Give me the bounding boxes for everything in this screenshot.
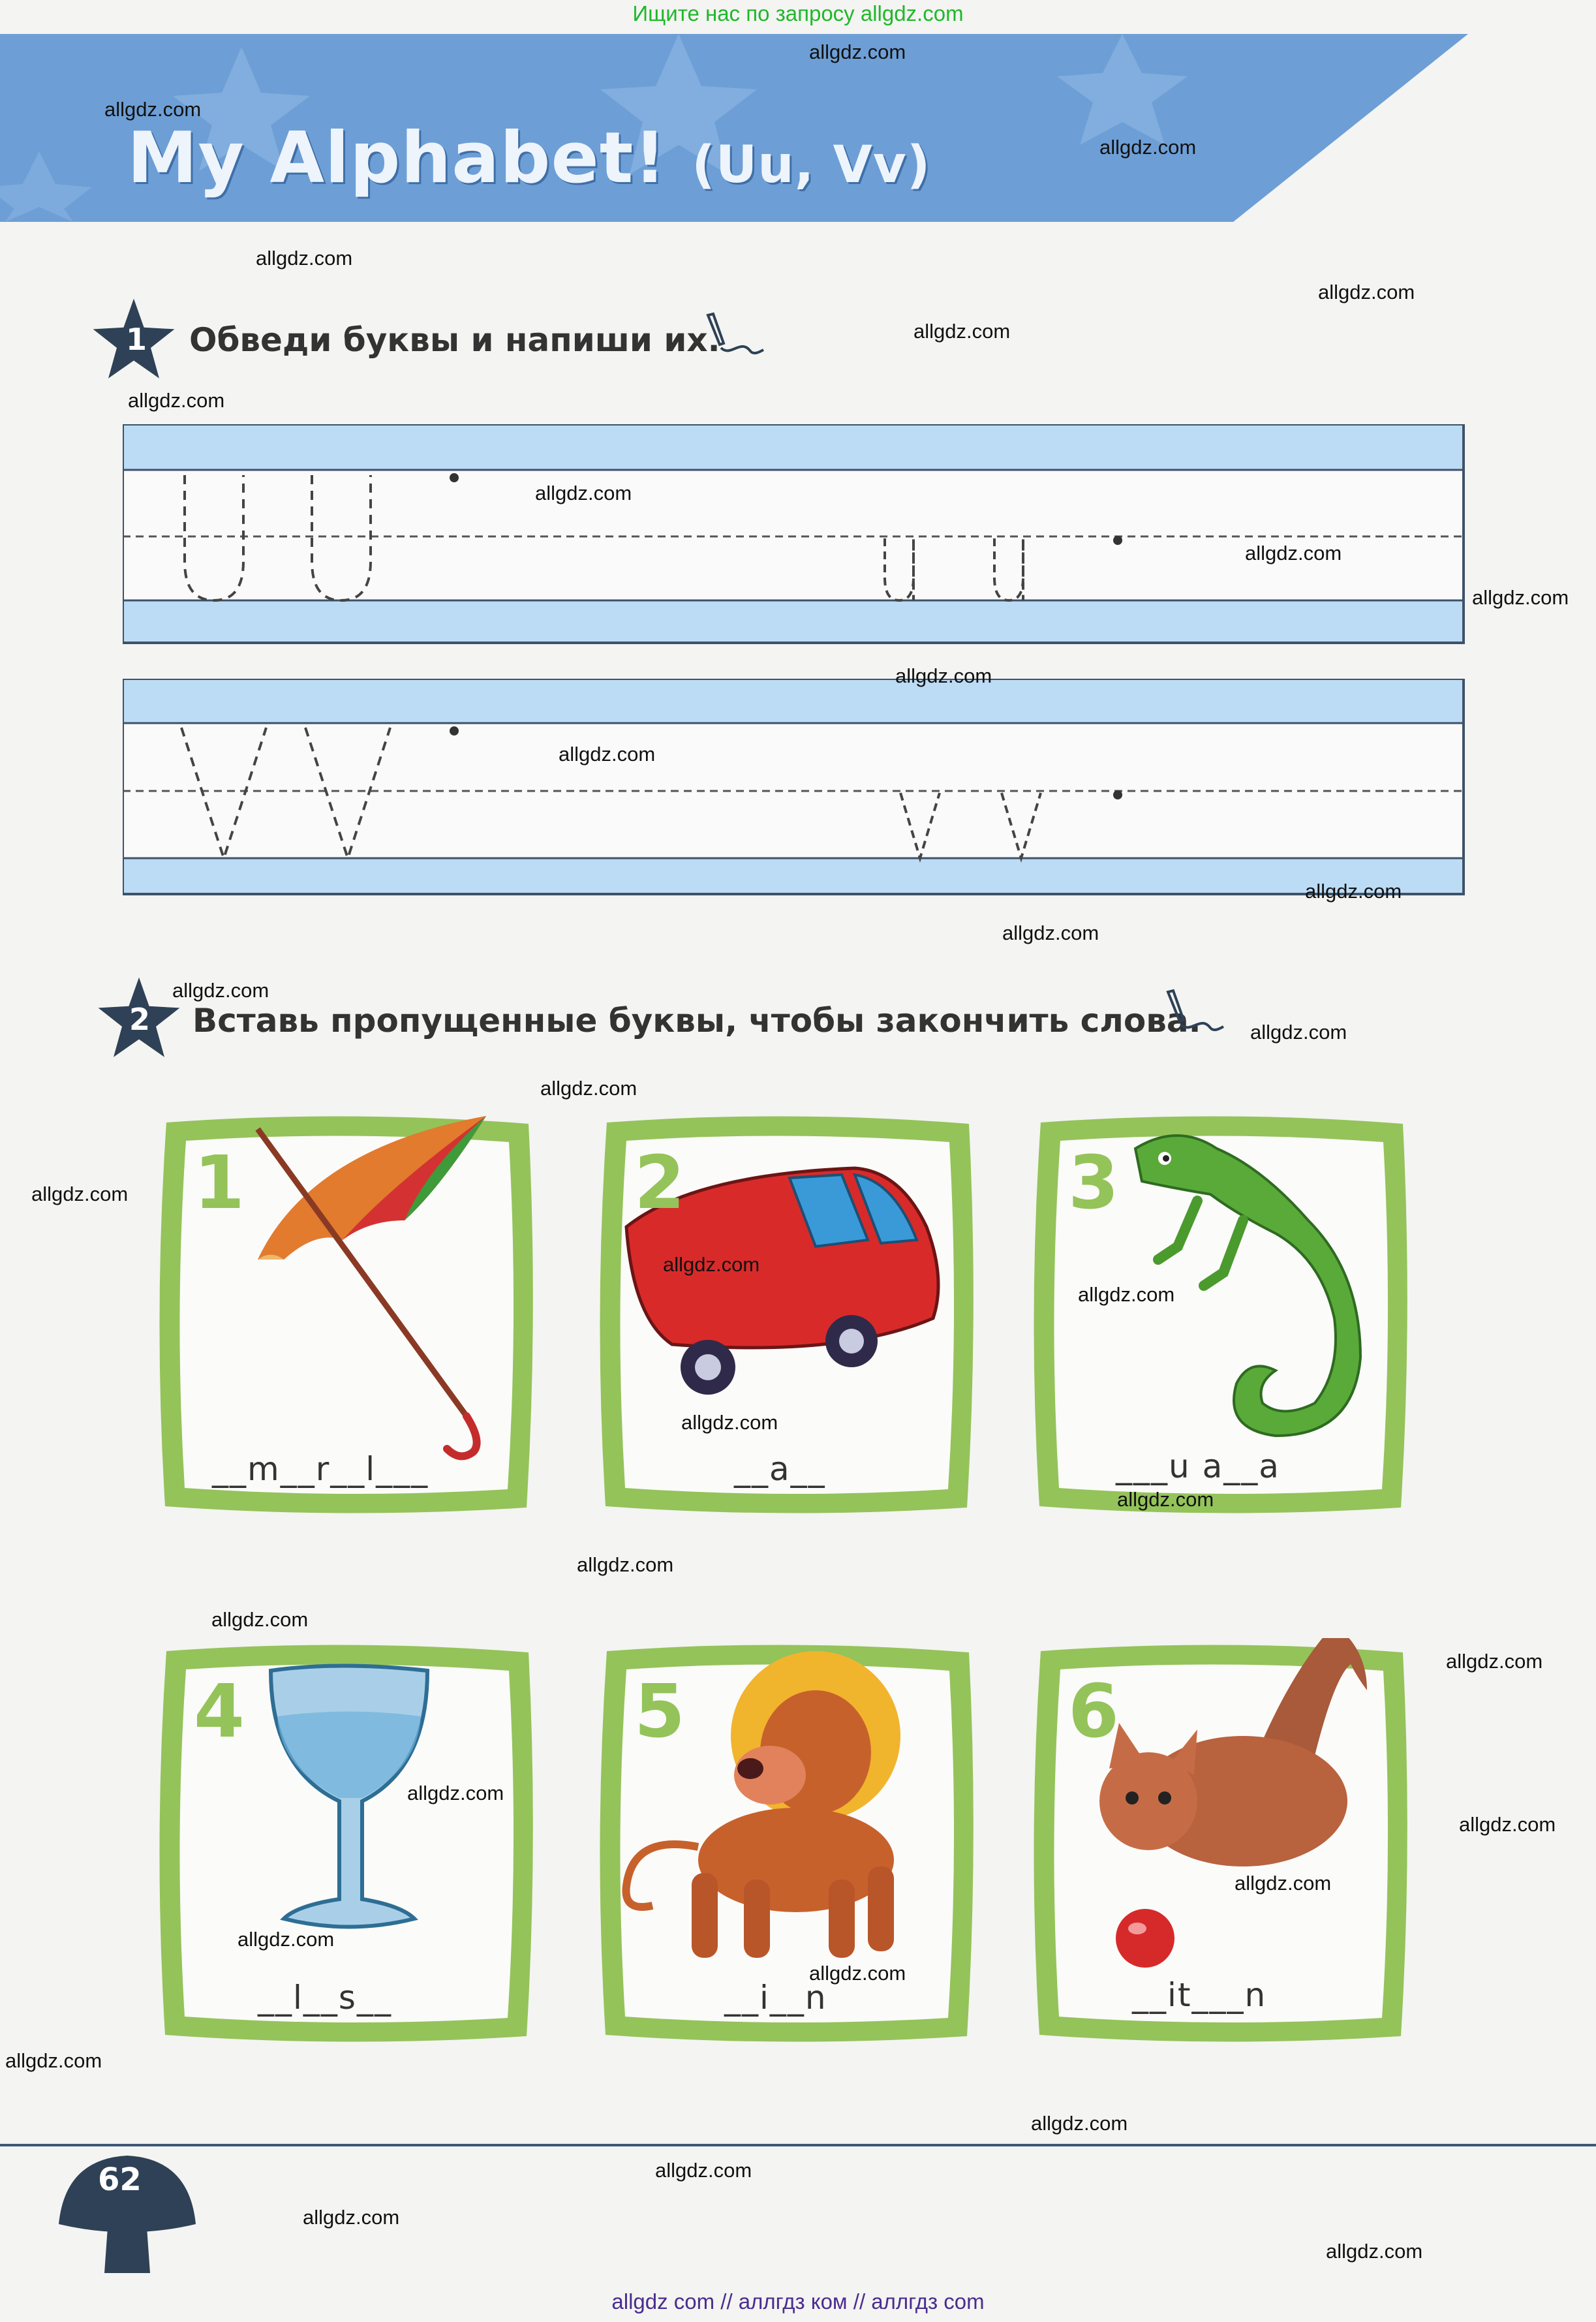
watermark: allgdz.com	[1031, 2112, 1128, 2135]
watermark: allgdz.com	[1326, 2240, 1423, 2263]
watermark: allgdz.com	[1078, 1283, 1175, 1306]
watermark: allgdz.com	[895, 664, 992, 687]
watermark: allgdz.com	[1245, 542, 1342, 565]
watermark: allgdz.com	[31, 1183, 129, 1205]
watermark: allgdz.com	[1002, 921, 1099, 944]
watermark: allgdz.com	[1117, 1488, 1214, 1511]
watermark: allgdz.com	[5, 2049, 102, 2072]
bottom-note: allgdz com // аллгдз ком // аллгдз com	[611, 2289, 985, 2314]
footer-rule	[0, 2144, 1596, 2146]
top-note: Ищите нас по запросу allgdz.com	[632, 1, 964, 25]
exercise2-instruction: Вставь пропущенные буквы, чтобы закончить слова.	[192, 1002, 1201, 1040]
word-card-iguana	[1028, 1109, 1413, 1521]
watermark: allgdz.com	[1099, 136, 1197, 159]
page-number: 62	[98, 2161, 142, 2198]
exercise1-number: 1	[126, 322, 147, 357]
watermark: allgdz.com	[809, 40, 906, 63]
watermark: allgdz.com	[172, 979, 269, 1002]
watermark: allgdz.com	[809, 1962, 906, 1985]
writing-lines-u	[123, 424, 1467, 646]
title-sub: (Uu, Vv)	[692, 136, 931, 194]
watermark: allgdz.com	[577, 1553, 674, 1576]
watermark: allgdz.com	[663, 1253, 760, 1276]
watermark: allgdz.com	[1235, 1872, 1332, 1895]
word-card-vase	[153, 1638, 538, 2049]
card-number: 3	[1068, 1141, 1119, 1226]
card-number: 6	[1068, 1669, 1119, 1754]
watermark: allgdz.com	[913, 320, 1011, 343]
exercise1-instruction: Обведи буквы и напиши их.	[189, 321, 720, 359]
watermark: allgdz.com	[559, 743, 656, 766]
word-card-van	[594, 1109, 979, 1521]
card-word: __a__	[734, 1450, 826, 1488]
watermark: allgdz.com	[238, 1928, 335, 1951]
watermark: allgdz.com	[681, 1411, 778, 1434]
watermark: allgdz.com	[535, 482, 632, 504]
card-number: 1	[194, 1141, 245, 1226]
word-card-lion	[594, 1638, 979, 2049]
watermark: allgdz.com	[1318, 281, 1415, 303]
watermark: allgdz.com	[211, 1608, 309, 1631]
title-main: My Alphabet!	[127, 117, 667, 199]
card-word: __m__r__l___	[212, 1450, 429, 1488]
watermark: allgdz.com	[655, 2159, 752, 2182]
watermark: allgdz.com	[128, 389, 225, 412]
watermark: allgdz.com	[303, 2206, 400, 2229]
card-word: __i__n	[724, 1979, 827, 2017]
card-number: 4	[194, 1669, 245, 1754]
card-number: 5	[634, 1669, 685, 1754]
card-word: ___u a__a	[1116, 1447, 1280, 1485]
watermark: allgdz.com	[1459, 1813, 1556, 1836]
pen-icon	[1161, 989, 1227, 1041]
word-card-umbrella	[153, 1109, 538, 1521]
page-title	[127, 117, 930, 199]
word-card-kitten	[1028, 1638, 1413, 2049]
pen-icon	[701, 312, 767, 364]
card-word: __l__s__	[258, 1979, 392, 2017]
exercise2-number: 2	[129, 1002, 151, 1037]
watermark: allgdz.com	[256, 247, 353, 270]
watermark: allgdz.com	[104, 98, 202, 121]
writing-lines-v	[123, 679, 1467, 897]
watermark: allgdz.com	[1472, 586, 1569, 609]
card-number: 2	[634, 1141, 685, 1226]
watermark: allgdz.com	[1446, 1650, 1543, 1673]
watermark: allgdz.com	[540, 1077, 637, 1100]
card-word: __it___n	[1132, 1976, 1267, 2014]
watermark: allgdz.com	[1250, 1021, 1347, 1044]
watermark: allgdz.com	[407, 1782, 504, 1804]
watermark: allgdz.com	[1305, 880, 1402, 903]
